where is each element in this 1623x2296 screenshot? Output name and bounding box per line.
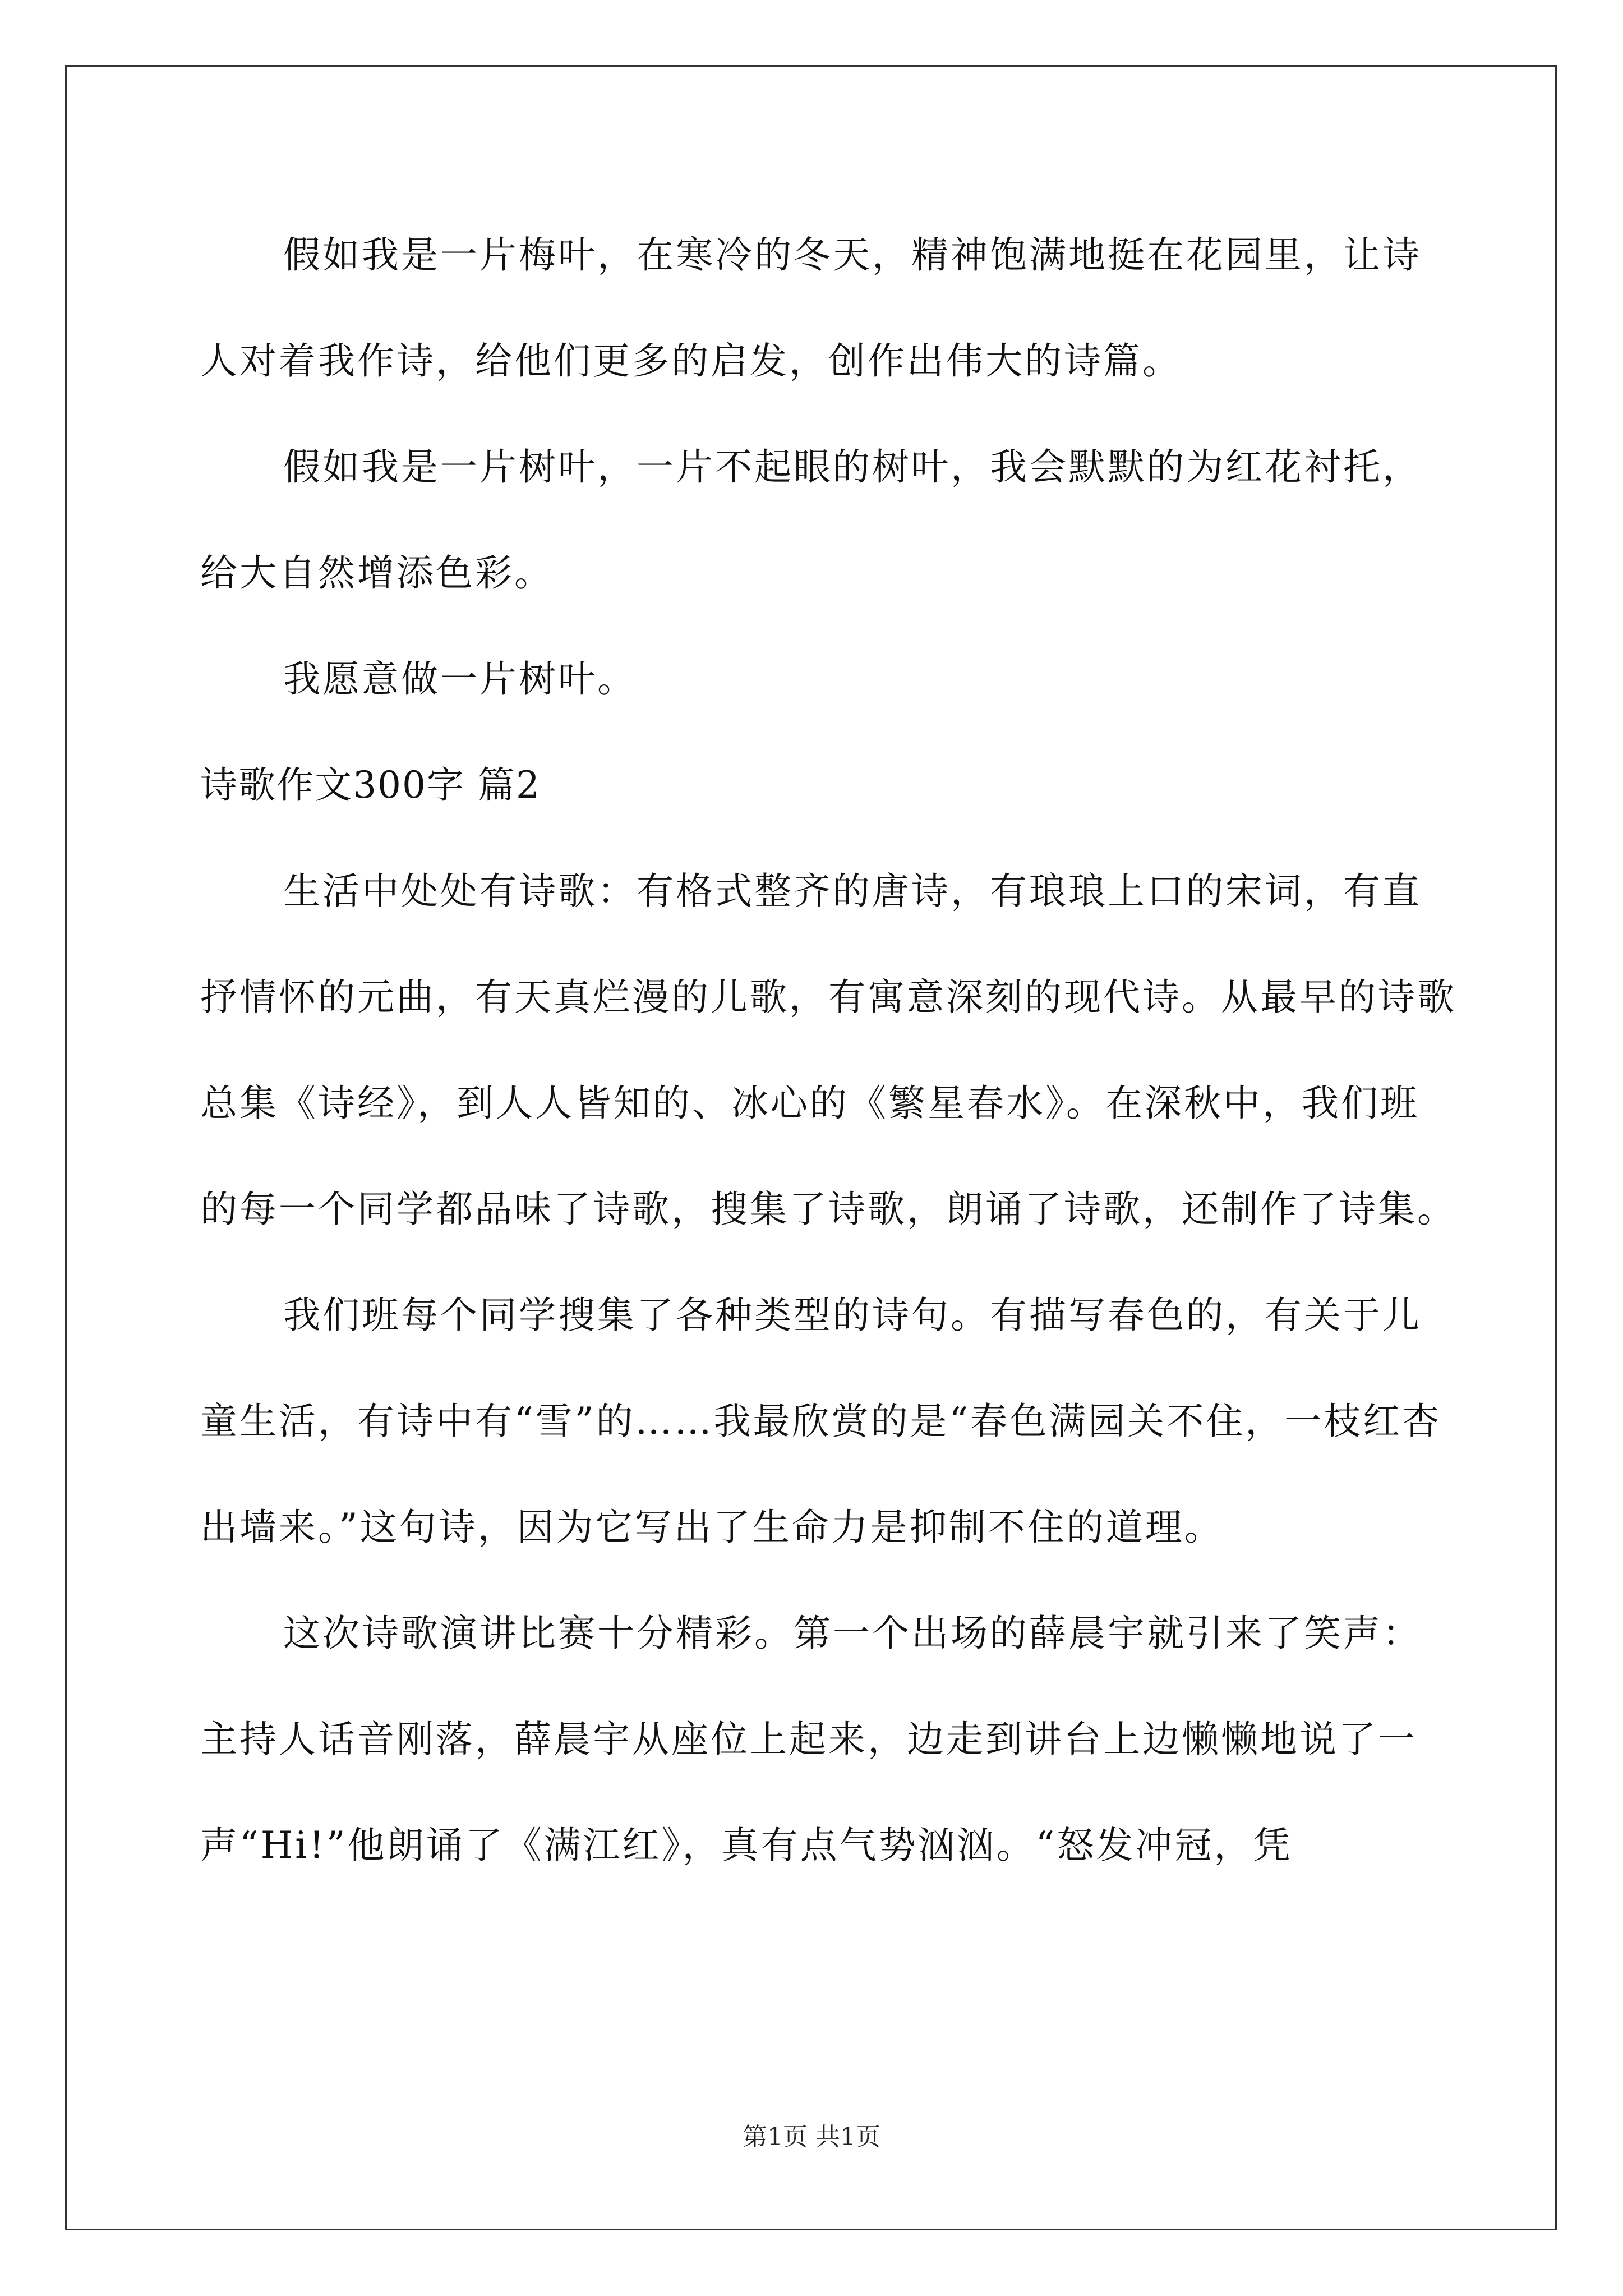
paragraph-tree-leaf: 假如我是一片树叶，一片不起眼的树叶，我会默默的为红花衬托，给大自然增添色彩。 [200,445,1422,595]
page-footer: 第1页 共1页 [743,2123,880,2151]
paragraph-plum-leaf: 假如我是一片梅叶，在寒冷的冬天，精神饱满地挺在花园里，让诗人对着我作诗，给他们更多的启发，创作出伟大的诗篇。 [200,233,1422,383]
document-body [200,202,1456,1898]
paragraph-willing: 我愿意做一片树叶。 [283,657,637,701]
paragraph-collected-poems: 我们班每个同学搜集了各种类型的诗句。有描写春色的，有关于儿童生活，有诗中有“雪”的……我最欣赏的是“春色满园关不住，一枝红杏出墙来。”这句诗，因为它写出了生命力是抑制不住的道理。 [200,1294,1442,1549]
paragraph-speech-contest: 这次诗歌演讲比赛十分精彩。第一个出场的薛晨宇就引来了笑声：主持人话音刚落，薛晨宇从座位上起来，边走到讲台上边懒懒地说了一声“Hi!”他朗诵了《满江红》，真有点气势汹汹。“怒发冲冠，凭 [200,1612,1422,1867]
section-heading: 诗歌作文300字 篇2 [200,763,541,807]
paragraph-poetry-everywhere: 生活中处处有诗歌：有格式整齐的唐诗，有琅琅上口的宋词，有直抒情怀的元曲，有天真烂漫的儿歌，有寓意深刻的现代诗。从最早的诗歌总集《诗经》，到人人皆知的、冰心的《繁星春水》。在深秋中，我们班的每一个同学都品味了诗歌，搜集了诗歌，朗诵了诗歌，还制作了诗集。 [200,869,1456,1231]
